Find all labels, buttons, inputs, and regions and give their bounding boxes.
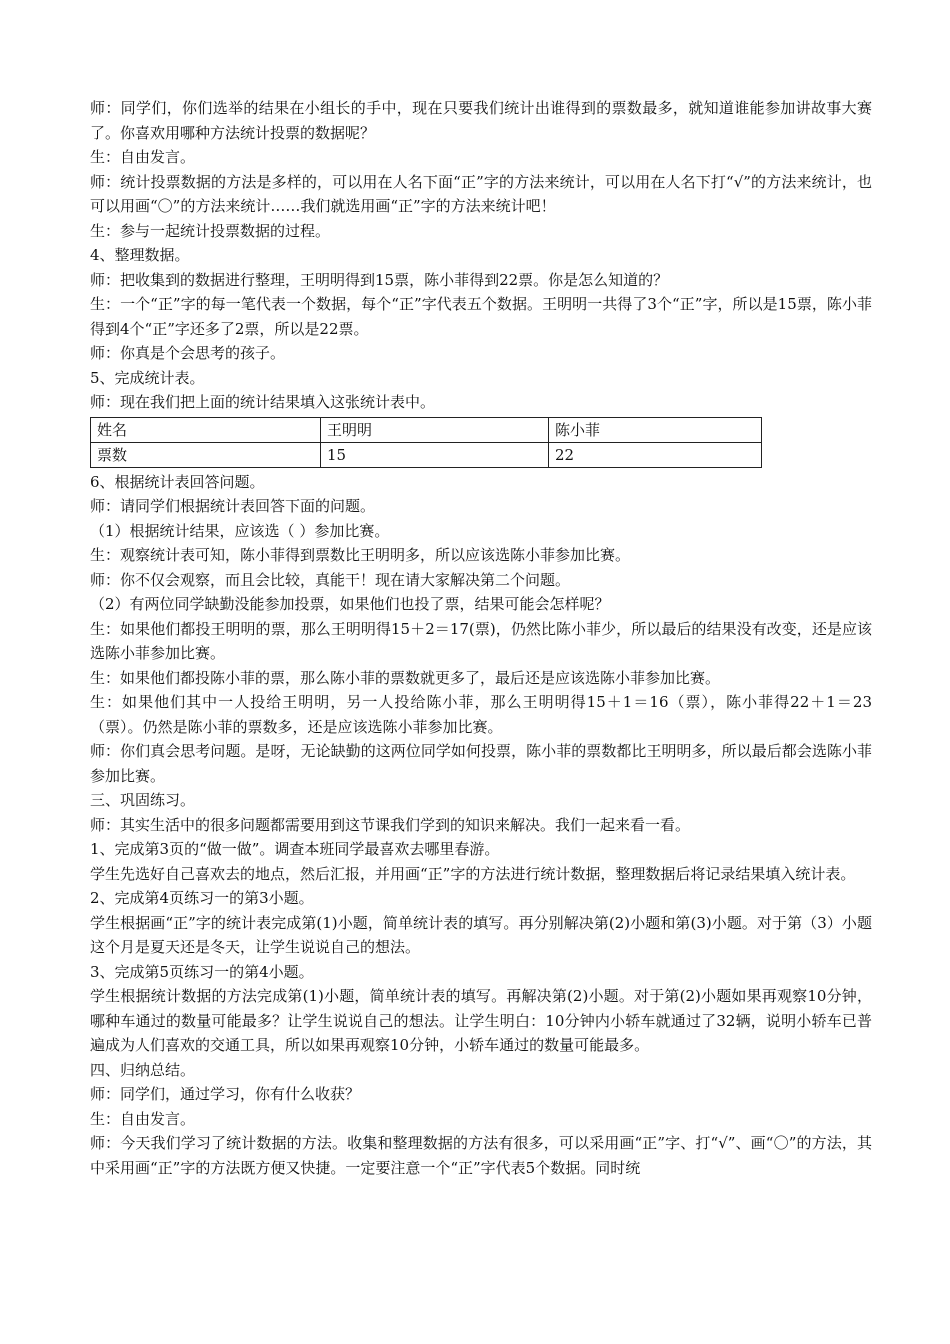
table-header-row: [91, 417, 762, 442]
text-block-after: [90, 470, 872, 1181]
paragraph: 学生根据画“正”字的统计表完成第(1)小题，简单统计表的填写。再分别解决第(2)小题和第(3)小题。对于第（3）小题这个月是夏天还是冬天，让学生说说自己的想法。: [90, 913, 872, 956]
question: （2）有两位同学缺勤没能参加投票，如果他们也投了票，结果可能会怎样呢？: [90, 595, 610, 613]
exercise-heading: 3、完成第5页练习一的第4小题。: [90, 962, 314, 981]
paragraph: 生：参与一起统计投票数据的过程。: [90, 221, 331, 240]
vote-statistics-table: [90, 417, 762, 468]
paragraph: 师：统计投票数据的方法是多样的，可以用在人名下面“正”字的方法来统计，可以用在人名下打“√”的方法来统计，也可以用画“〇”的方法来统计……我们就选用画“正”字的方法来统计吧！: [90, 172, 872, 215]
section-heading: 6、根据统计表回答问题。: [90, 472, 265, 491]
paragraph: 生：自由发言。: [90, 1109, 196, 1128]
table-cell: 姓名: [91, 417, 321, 442]
section-heading: 5、完成统计表。: [90, 368, 205, 387]
paragraph: 师：同学们，通过学习，你有什么收获？: [90, 1085, 361, 1103]
paragraph: 师：把收集到的数据进行整理，王明明得到15票，陈小菲得到22票。你是怎么知道的？: [90, 270, 669, 289]
table-row: [91, 442, 762, 467]
table-cell: 15: [321, 442, 549, 467]
document-page: [90, 96, 872, 1180]
paragraph: 师：同学们，你们选举的结果在小组长的手中，现在只要我们统计出谁得到的票数最多，就知道谁能参加讲故事大赛了。你喜欢用哪种方法统计投票的数据呢？: [90, 99, 872, 142]
paragraph: 师：现在我们把上面的统计结果填入这张统计表中。: [90, 393, 436, 411]
section-heading: 三、巩固练习。: [90, 791, 196, 809]
paragraph: 师：你不仅会观察，而且会比较，真能干！现在请大家解决第二个问题。: [90, 570, 571, 589]
table-cell: 陈小菲: [549, 417, 762, 442]
paragraph: 师：你们真会思考问题。是呀，无论缺勤的这两位同学如何投票，陈小菲的票数都比王明明多，所以最后都会选陈小菲参加比赛。: [90, 742, 872, 785]
section-heading: 4、整理数据。: [90, 246, 190, 264]
exercise-heading: 2、完成第4页练习一的第3小题。: [90, 889, 314, 907]
paragraph: 生：观察统计表可知，陈小菲得到票数比王明明多，所以应该选陈小菲参加比赛。: [90, 546, 631, 564]
table-cell: 王明明: [321, 417, 549, 442]
paragraph: 师：你真是个会思考的孩子。: [90, 344, 286, 362]
paragraph: 师：请同学们根据统计表回答下面的问题。: [90, 497, 376, 515]
paragraph: 师：今天我们学习了统计数据的方法。收集和整理数据的方法有很多，可以采用画“正”字、打“√”、画“〇”的方法，其中采用画“正”字的方法既方便又快捷。一定要注意一个“正”字代表5个数据。同时统: [90, 1134, 872, 1177]
paragraph: 学生先选好自己喜欢去的地点，然后汇报，并用画“正”字的方法进行统计数据，整理数据后将记录结果填入统计表。: [90, 864, 856, 883]
paragraph: 生：如果他们都投王明明的票，那么王明明得15＋2＝17(票)，仍然比陈小菲少，所以最后的结果没有改变，还是应该选陈小菲参加比赛。: [90, 619, 872, 662]
paragraph: 生：一个“正”字的每一笔代表一个数据，每个“正”字代表五个数据。王明明一共得了3个“正”字，所以是15票，陈小菲得到4个“正”字还多了2票，所以是22票。: [90, 295, 872, 338]
text-block-before: [90, 96, 872, 415]
question: （1）根据统计结果，应该选（ ）参加比赛。: [90, 521, 390, 540]
paragraph: 生：如果他们其中一人投给王明明，另一人投给陈小菲，那么王明明得15＋1＝16（票），陈小菲得22＋1＝23（票）。仍然是陈小菲的票数多，还是应该选陈小菲参加比赛。: [90, 693, 872, 736]
section-heading: 四、归纳总结。: [90, 1060, 196, 1079]
paragraph: 生：自由发言。: [90, 148, 196, 166]
exercise-heading: 1、完成第3页的“做一做”。调查本班同学最喜欢去哪里春游。: [90, 840, 500, 858]
paragraph: 师：其实生活中的很多问题都需要用到这节课我们学到的知识来解决。我们一起来看一看。: [90, 815, 691, 834]
paragraph: 生：如果他们都投陈小菲的票，那么陈小菲的票数就更多了，最后还是应该选陈小菲参加比赛。: [90, 668, 721, 687]
table-cell: 22: [549, 442, 762, 467]
paragraph: 学生根据统计数据的方法完成第(1)小题，简单统计表的填写。再解决第(2)小题。对于第(2)小题如果再观察10分钟，哪种车通过的数量可能最多？让学生说说自己的想法。让学生明白：10分钟内小轿车就通过了32辆，说明小轿车已普遍成为人们喜欢的交通工具，所以如果再观察10分钟，小轿车通过的数量可能最多。: [90, 987, 872, 1054]
table-cell: 票数: [91, 442, 321, 467]
